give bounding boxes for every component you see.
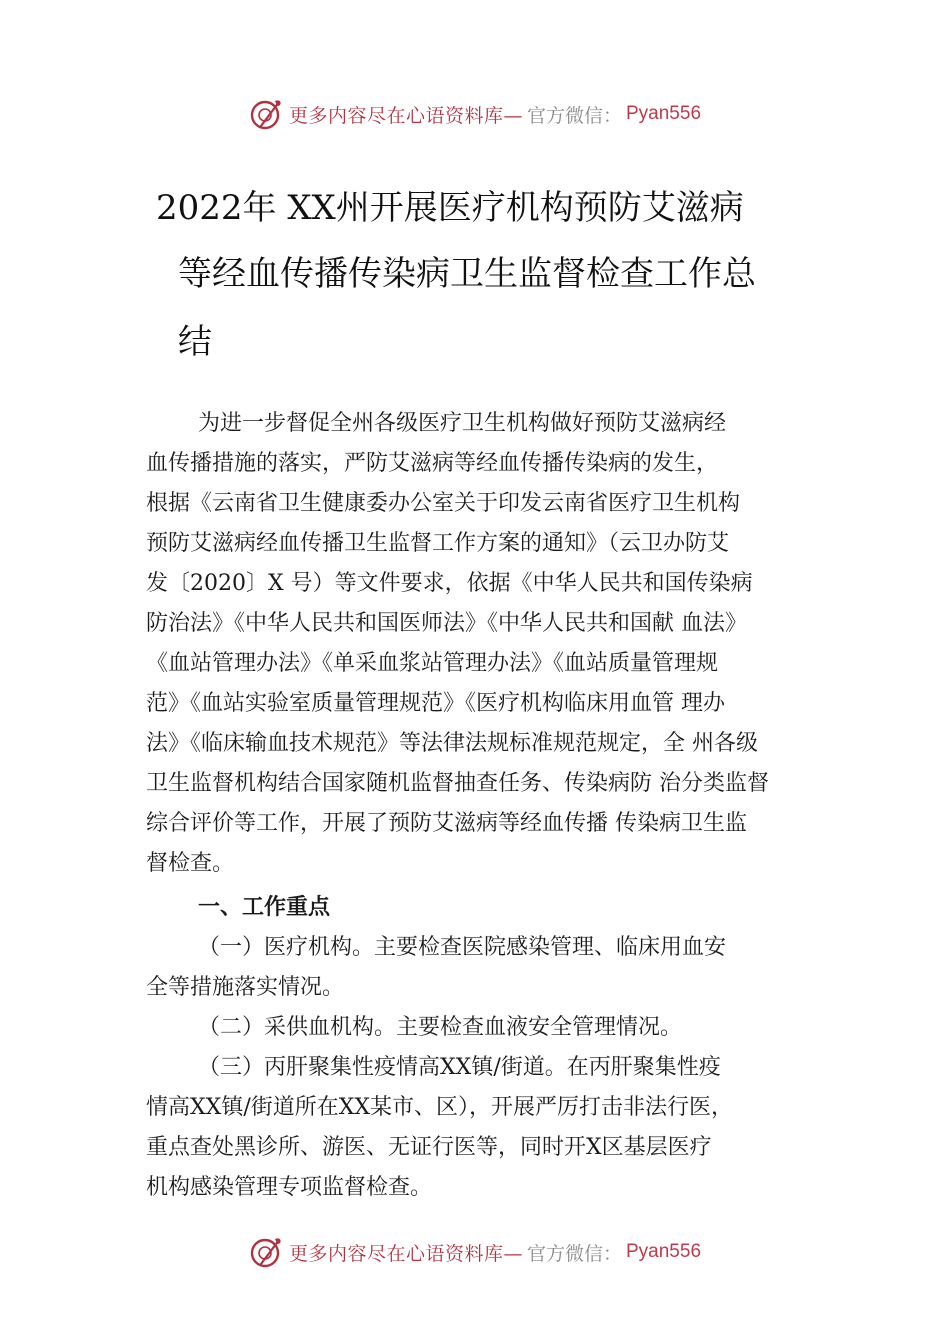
banner-wechat-id: Pyan556 — [626, 1241, 702, 1262]
body-line: 防治法》《中华人民共和国医师法》《中华人民共和国献 血法》 — [146, 611, 747, 636]
body-line: 血传播措施的落实，严防艾滋病等经血传播传染病的发生， — [146, 451, 719, 476]
body-line: 综合评价等工作，开展了预防艾滋病等经血传播 传染病卫生监 — [146, 811, 747, 836]
list-item-continuation: 机构感染管理专项监督检查。 — [146, 1175, 433, 1200]
banner-slogan: 更多内容尽在心语资料库— — [288, 104, 523, 127]
body-line: 《血站管理办法》《单采血浆站管理办法》《血站质量管理规 — [146, 651, 719, 676]
list-item-continuation: 重点查处黑诊所、游医、无证行医等，同时开X区基层医疗 — [146, 1135, 712, 1160]
list-item: （三）丙肝聚集性疫情高XX镇/街道。在丙肝聚集性疫 — [198, 1055, 721, 1080]
body-line: 为进一步督促全州各级医疗卫生机构做好预防艾滋病经 — [198, 411, 727, 436]
list-item-continuation: 情高XX镇/街道所在XX某市、区），开展严厉打击非法行医， — [146, 1095, 734, 1120]
list-item-continuation: 全等措施落实情况。 — [146, 975, 345, 1000]
body-line: 发〔2020〕X 号）等文件要求，依据《中华人民共和国传染病 — [146, 571, 753, 596]
banner-wechat-label: 官方微信： — [526, 1242, 622, 1265]
banner-wechat-label: 官方微信： — [526, 104, 622, 127]
title-line-2: 等经血传播传染病卫生监督检查工作总 — [178, 254, 756, 294]
brand-logo-icon — [249, 1234, 285, 1270]
body-line: 督检查。 — [146, 851, 235, 876]
brand-logo-icon — [249, 96, 285, 132]
body-line: 范》《血站实验室质量管理规范》《医疗机构临床用血管 理办 — [146, 691, 725, 716]
banner-wechat-id: Pyan556 — [626, 103, 702, 124]
banner-slogan: 更多内容尽在心语资料库— — [288, 1242, 523, 1265]
section-heading: 一、工作重点 — [198, 895, 331, 920]
body-line: 预防艾滋病经血传播卫生监督工作方案的通知》（云卫办防艾 — [146, 531, 730, 556]
title-line-3: 结 — [178, 322, 212, 362]
body-line: 根据《云南省卫生健康委办公室关于印发云南省医疗卫生机构 — [146, 491, 741, 516]
list-item: （一）医疗机构。主要检查医院感染管理、临床用血安 — [198, 935, 727, 960]
list-item: （二）采供血机构。主要检查血液安全管理情况。 — [198, 1015, 683, 1040]
footer-banner — [0, 1232, 950, 1272]
title-line-1: 2022年 XX州开展医疗机构预防艾滋病 — [156, 188, 744, 228]
header-banner — [0, 94, 950, 134]
document-body — [146, 404, 836, 1208]
body-line: 卫生监督机构结合国家随机监督抽查任务、传染病防 治分类监督 — [146, 771, 769, 796]
body-line: 法》《临床输血技术规范》等法律法规标准规范规定，全 州各级 — [146, 731, 758, 756]
